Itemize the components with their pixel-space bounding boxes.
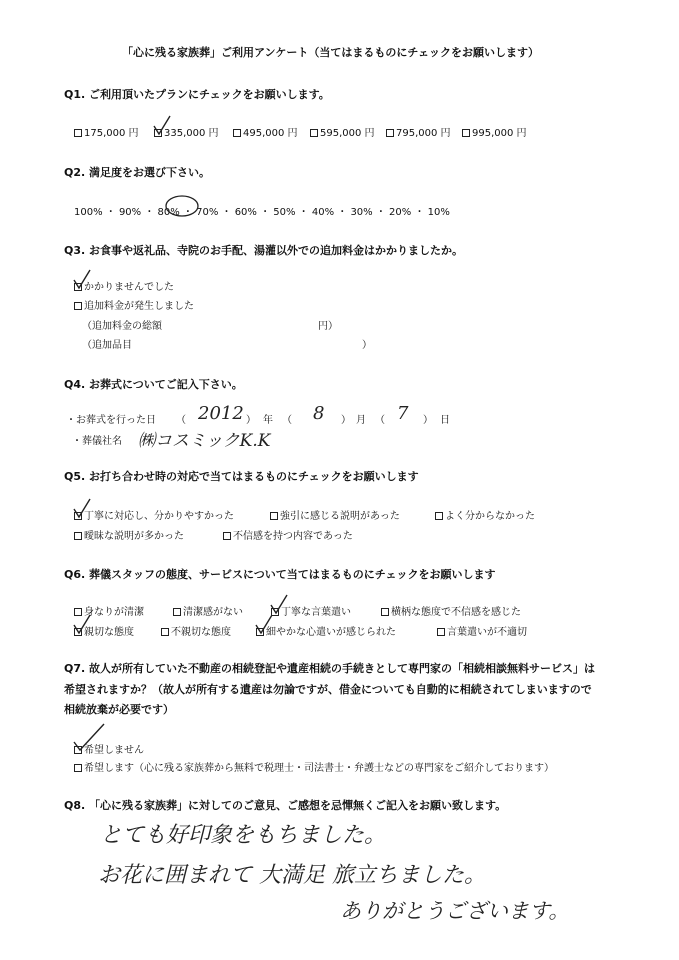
checkbox-icon [270,512,278,520]
q4-month-close: ） [341,415,351,426]
q6-option-not-clean[interactable]: 清潔感がない [173,603,243,618]
q4-month-unit: 月 [356,415,366,426]
q8-comment-line3[interactable]: ありがとうございます。 [340,899,570,923]
checkbox-icon [74,628,82,636]
checkbox-icon [74,283,82,291]
q8-comment-line1[interactable]: とても好印象をもちました。 [100,823,387,848]
checkbox-icon [381,608,389,616]
checkbox-icon [74,608,82,616]
q4-label: Q4. お葬式についてご記入下さい。 [64,378,243,391]
checkbox-icon [310,129,318,137]
checkbox-icon [74,746,82,754]
q4-day-unit: 日 [440,415,450,426]
checkbox-icon [74,512,82,520]
q4-month-value[interactable]: 8 [313,403,325,424]
q5-label: Q5. お打ち合わせ時の対応で当てはまるものにチェックをお願いします [64,470,419,483]
q5-option-unclear[interactable]: よく分からなかった [435,507,535,522]
q7-label-line1: Q7. 故人が所有していた不動産の相続登記や遺産相続の手続きとして専門家の「相続相談無料サービス」は [64,662,596,675]
q2-satisfaction-scale[interactable]: 100% ・ 90% ・ 80% ・ 70% ・ 60% ・ 50% ・ 40% ・ 30% ・ 20% ・ 10% [74,207,450,218]
q3-items-close: ） [362,340,372,351]
q3-option-extra[interactable]: 追加料金が発生しました [74,297,194,312]
q3-label: Q3. お食事や返礼品、寺院のお手配、湯灌以外での追加料金はかかりましたか。 [64,244,464,257]
q8-label: Q8. 「心に残る家族葬」に対してのご意見、ご感想を忌憚無くご記入をお願い致します。 [64,799,507,812]
q3-option-no-extra[interactable]: かかりませんでした [74,278,174,293]
survey-title: 「心に残る家族葬」ご利用アンケート（当てはまるものにチェックをお願いします） [122,46,540,59]
q1-option-795000[interactable]: 795,000 円 [386,124,451,139]
q4-year-value[interactable]: 2012 [198,403,244,424]
checkbox-icon [74,764,82,772]
checkbox-icon [256,628,264,636]
q1-option-335000[interactable]: 335,000 円 [154,124,219,139]
checkbox-icon [74,532,82,540]
q6-option-inappropriate-language[interactable]: 言葉遣いが不適切 [437,623,527,638]
q4-day-open: （ [375,415,385,426]
q1-option-995000[interactable]: 995,000 円 [462,124,527,139]
q3-total-unit: 円） [318,321,338,332]
checkbox-icon [437,628,445,636]
q7-label-line2: 希望されますか？（故人が所有する遺産は勿論ですが、借金についても自動的に相続されてしまいますので [64,683,592,696]
checkbox-icon [74,129,82,137]
checkbox-icon [435,512,443,520]
checkbox-icon [74,302,82,310]
checkbox-icon [462,129,470,137]
q1-option-175000[interactable]: 175,000 円 [74,124,139,139]
q1-option-595000[interactable]: 595,000 円 [310,124,375,139]
q3-total-label: （追加料金の総額 [82,321,162,332]
checkbox-icon [154,129,162,137]
q4-year-unit: 年 [263,415,273,426]
q4-company-value[interactable]: ㈱コスミックK.K [138,431,271,451]
q4-company-label: ・葬儀社名 [72,436,122,447]
checkbox-icon [173,608,181,616]
q4-day-value[interactable]: 7 [397,403,409,424]
q6-option-kind[interactable]: 親切な態度 [74,623,134,638]
checkbox-icon [161,628,169,636]
q6-option-polite-language[interactable]: 丁寧な言葉遣い [271,603,351,618]
q1-option-495000[interactable]: 495,000 円 [233,124,298,139]
q4-year-open: （ [176,415,186,426]
q6-option-arrogant[interactable]: 横柄な態度で不信感を感じた [381,603,521,618]
q6-option-attentive[interactable]: 細やかな心遣いが感じられた [256,623,396,638]
q4-day-close: ） [423,415,433,426]
checkbox-icon [386,129,394,137]
q5-option-vague[interactable]: 曖昧な説明が多かった [74,527,184,542]
q6-option-unkind[interactable]: 不親切な態度 [161,623,231,638]
q6-option-clean[interactable]: 身なりが清潔 [74,603,144,618]
q1-label: Q1. ご利用頂いたプランにチェックをお願いします。 [64,88,330,101]
q4-month-open: （ [282,415,292,426]
checkbox-icon [223,532,231,540]
q7-option-decline[interactable]: 希望しません [74,741,144,756]
q5-option-polite[interactable]: 丁寧に対応し、分かりやすかった [74,507,234,522]
q7-option-request[interactable]: 希望します（心に残る家族葬から無料で税理士・司法書士・弁護士などの専門家をご紹介しております） [74,759,554,774]
q8-comment-line2[interactable]: お花に囲まれて 大満足 旅立ちました。 [98,863,486,888]
q2-label: Q2. 満足度をお選び下さい。 [64,166,211,179]
q4-date-label: ・お葬式を行った日 [66,415,156,426]
q5-option-pushy[interactable]: 強引に感じる説明があった [270,507,400,522]
q4-year-close: ） [246,415,256,426]
q5-option-distrust[interactable]: 不信感を持つ内容であった [223,527,353,542]
checkbox-icon [233,129,241,137]
checkbox-icon [271,608,279,616]
q3-items-label: （追加品目 [82,340,132,351]
q6-label: Q6. 葬儀スタッフの態度、サービスについて当てはまるものにチェックをお願いします [64,568,496,581]
q7-label-line3: 相続放棄が必要です） [64,703,174,716]
